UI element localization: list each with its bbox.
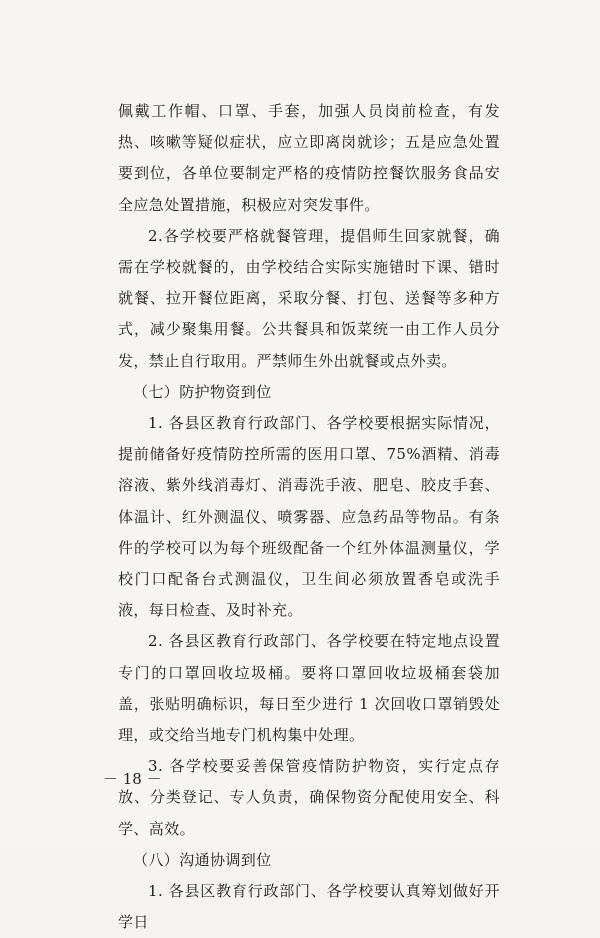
- section-heading-8: （八）沟通协调到位: [133, 850, 272, 869]
- section-7-item-2: 2. 各县区教育行政部门、各学校要在特定地点设置专门的口罩回收垃圾桶。要将口罩回收垃圾桶套袋加盖，张贴明确标识，每日至少进行 1 次回收口罩销毁处理，或交给当地专门机构集中处理。: [118, 632, 500, 745]
- page-number: － 18 －: [103, 770, 162, 788]
- document-body: [118, 96, 500, 938]
- paragraph-continuation: 佩戴工作帽、口罩、手套，加强人员岗前检查，有发热、咳嗽等疑似症状，应立即离岗就诊；五是应急处置要到位，各单位要制定严格的疫情防控餐饮服务食品安全应急处置措施，积极应对突发事件。: [118, 102, 500, 214]
- section-8-item-1: 1. 各县区教育行政部门、各学校要认真筹划做好开学日: [118, 882, 500, 932]
- paragraph-item-2: 2.各学校要严格就餐管理，提倡师生回家就餐，确需在学校就餐的，由学校结合实际实施错时下课、错时就餐、拉开餐位距离，采取分餐、打包、送餐等多种方式，减少聚集用餐。公共餐具和饭菜统一由工作人员分发，禁止自行取用。严禁师生外出就餐或点外卖。: [118, 226, 500, 370]
- section-7-item-1: 1. 各县区教育行政部门、各学校要根据实际情况，提前储备好疫情防控所需的医用口罩、75%酒精、消毒溶液、紫外线消毒灯、消毒洗手液、肥皂、胶皮手套、体温计、红外测温仪、喷雾器、应急药品等物品。有条件的学校可以为每个班级配备一个红外体温测量仪，学校门口配备台式测温仪，卫生间必须放置香皂或洗手液，每日检查、及时补充。: [118, 414, 500, 620]
- section-heading-7: （七）防护物资到位: [133, 382, 272, 401]
- section-7-item-3: 3. 各学校要妥善保管疫情防护物资，实行定点存放、分类登记、专人负责，确保物资分配使用安全、科学、高效。: [118, 757, 500, 838]
